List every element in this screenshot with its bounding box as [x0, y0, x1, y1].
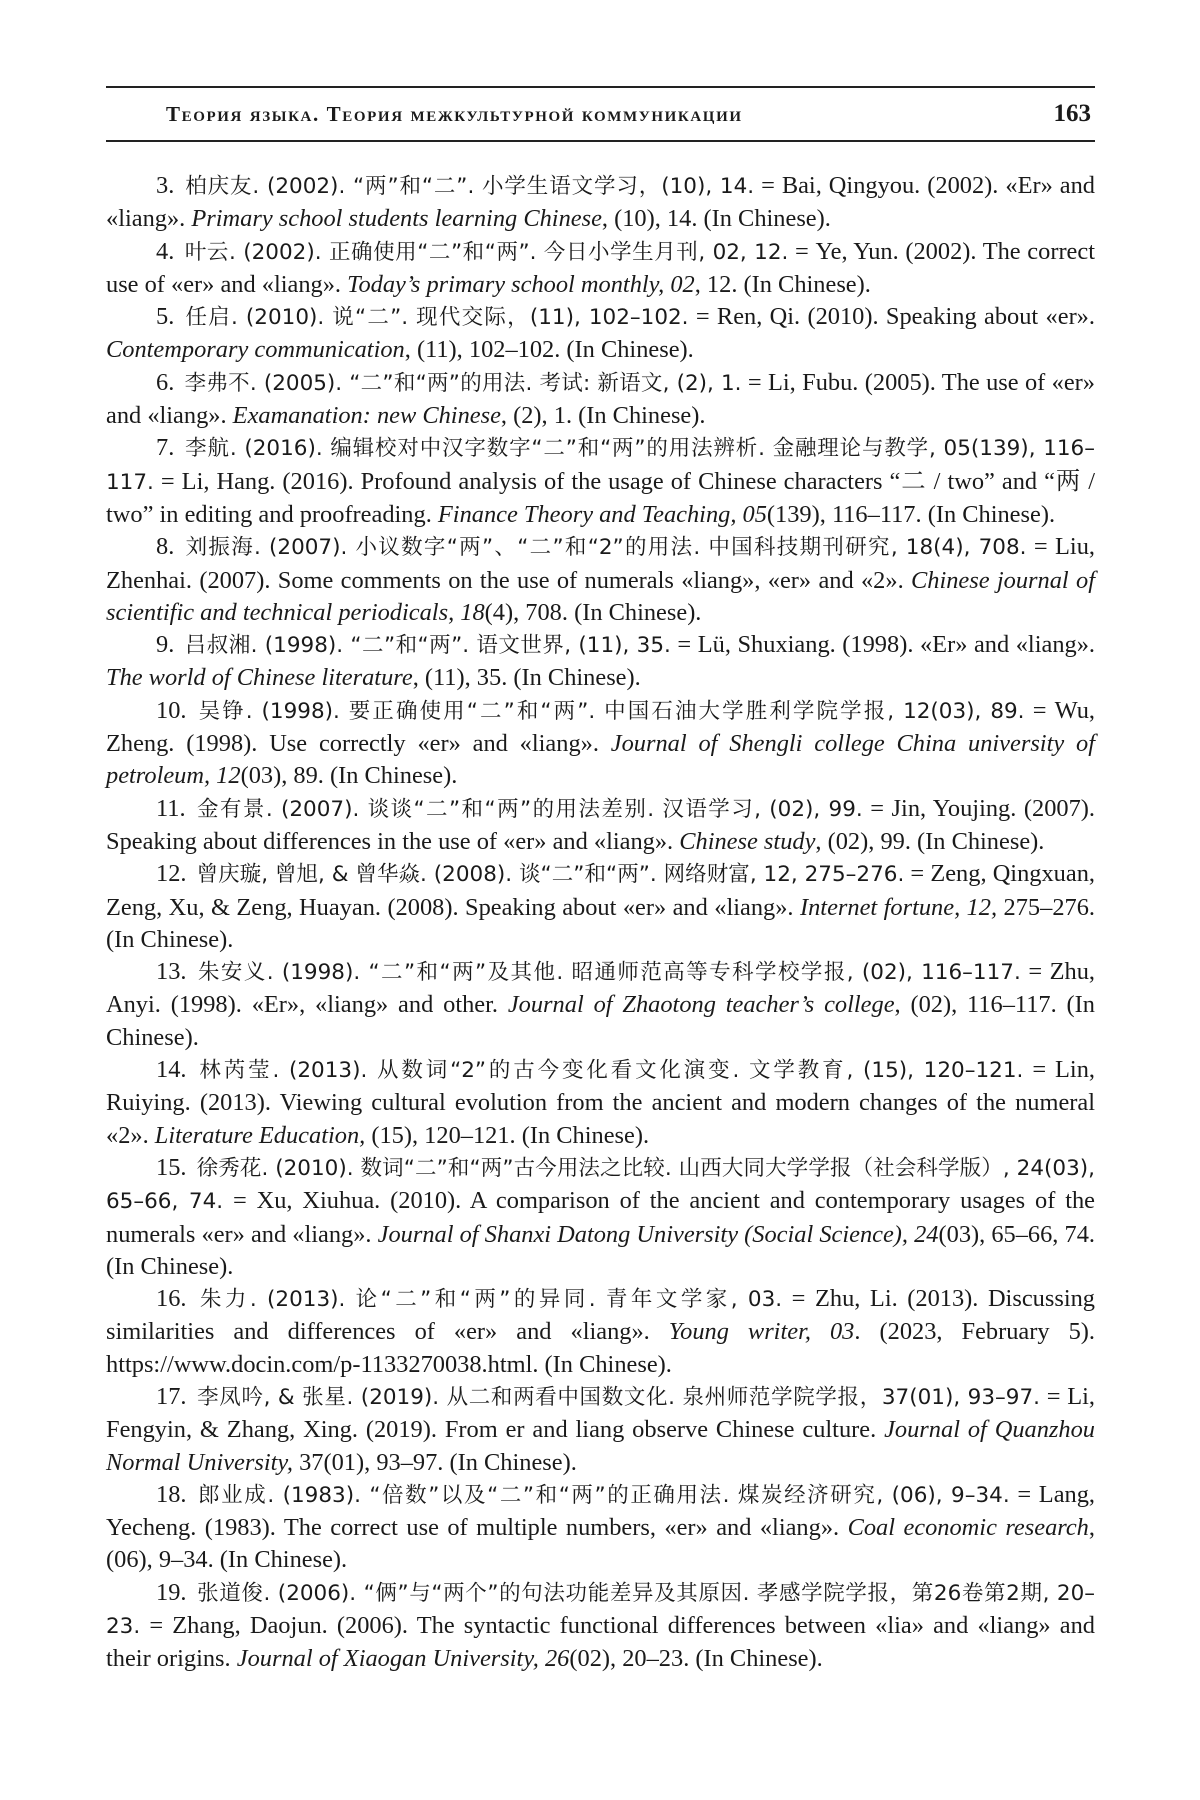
- reference-translation: = Zeng, Qingxuan, Zeng, Xu, & Zeng, Huayan. (2008). Speaking about «er» and «liang».: [106, 860, 1095, 921]
- reference-number: 13.: [156, 958, 187, 986]
- reference-entry: [106, 1381, 1095, 1479]
- reference-translation: = Xu, Xiuhua. (2010). A comparison of the ancient and contemporary usages of the numerals «er» and «liang».: [106, 1187, 1095, 1248]
- reference-entry: [106, 956, 1095, 1054]
- reference-original: 徐秀花. (2010). 数词“二”和“两”古今用法之比较. 山西大同大学学报（社会科学版）, 24(03), 65–66, 74.: [106, 1155, 1095, 1215]
- reference-translation: = Li, Fubu. (2005). The use of «er» and «liang».: [106, 368, 1095, 430]
- reference-number: 10.: [156, 696, 187, 724]
- reference-entry: [106, 695, 1095, 793]
- reference-number: 6.: [156, 368, 175, 396]
- reference-entry: [106, 1283, 1095, 1381]
- reference-number: 15.: [156, 1153, 187, 1181]
- reference-translation: = Jin, Youjing. (2007). Speaking about differences in the use of «er» and «liang».: [106, 794, 1096, 855]
- reference-number: 14.: [156, 1056, 187, 1084]
- reference-details: (15), 120–121. (In Chinese).: [365, 1121, 650, 1149]
- reference-number: 5.: [156, 303, 175, 331]
- reference-source-title: Journal of Shengli college China university of petroleum, 12: [106, 730, 1095, 790]
- reference-number: 18.: [156, 1480, 187, 1508]
- reference-translation: = Zhu, Li. (2013). Discussing similarities and differences of «er» and «liang».: [106, 1285, 1095, 1346]
- reference-original: 李航. (2016). 编辑校对中汉字数字“二”和“两”的用法辨析. 金融理论与教学, 05(139), 116–117.: [106, 436, 1095, 495]
- reference-translation: = Lin, Ruiying. (2013). Viewing cultural evolution from the ancient and modern changes of the numeral «2».: [106, 1056, 1096, 1149]
- reference-number: 8.: [156, 533, 175, 561]
- reference-translation: = Ye, Yun. (2002). The correct use of «er» and «liang».: [106, 237, 1095, 298]
- reference-translation: = Li, Fengyin, & Zhang, Xing. (2019). From er and liang observe Chinese culture.: [106, 1382, 1095, 1444]
- reference-entry: [106, 1152, 1095, 1283]
- reference-details: , (11), 102–102. (In Chinese).: [404, 336, 694, 364]
- reference-original: 叶云. (2002). 正确使用“二”和“两”. 今日小学生月刊, 02, 12.: [184, 239, 789, 265]
- reference-details: , (11), 35. (In Chinese).: [412, 664, 641, 692]
- reference-translation: = Zhu, Anyi. (1998). «Er», «liang» and other.: [106, 958, 1095, 1019]
- reference-entry: [106, 793, 1095, 859]
- reference-original: 刘振海. (2007). 小议数字“两”、“二”和“2”的用法. 中国科技期刊研究, 18(4), 708.: [184, 535, 1027, 561]
- reference-source-title: Internet fortune, 12,: [799, 893, 998, 921]
- reference-original: 张道俊. (2006). “俩”与“两个”的句法功能差异及其原因. 孝感学院学报，第26卷第2期, 20–23.: [106, 1580, 1095, 1640]
- page-number: 163: [1053, 100, 1091, 127]
- reference-original: 李凤吟, & 张星. (2019). 从二和两看中国数文化. 泉州师范学院学报，37(01), 93–97.: [196, 1384, 1040, 1410]
- reference-entry: [106, 1479, 1095, 1577]
- reference-source-title: Finance Theory and Teaching, 05: [437, 500, 767, 528]
- reference-list: [106, 170, 1095, 1676]
- reference-details: 37(01), 93–97. (In Chinese).: [293, 1448, 577, 1476]
- reference-source-title: Journal of Zhaotong teacher’s college: [507, 991, 895, 1019]
- reference-details: 275–276. (In Chinese).: [106, 893, 1096, 953]
- reference-translation: = Liu, Zhenhai. (2007). Some comments on the use of numerals «liang», «er» and «2».: [106, 533, 1096, 594]
- reference-entry: [106, 170, 1095, 236]
- reference-details: (4), 708. (In Chinese).: [484, 598, 702, 626]
- reference-number: 17.: [156, 1382, 187, 1410]
- reference-source-title: Literature Education,: [154, 1121, 366, 1149]
- reference-original: 吴铮. (1998). 要正确使用“二”和“两”. 中国石油大学胜利学院学报, 12(03), 89.: [196, 698, 1025, 724]
- reference-number: 11.: [156, 794, 186, 822]
- reference-number: 9.: [156, 631, 175, 659]
- reference-details: , (02), 99. (In Chinese).: [815, 827, 1045, 855]
- reference-entry: [106, 1054, 1095, 1152]
- running-title: Теория языка. Теория межкультурной коммуникации: [166, 101, 743, 126]
- reference-translation: = Lü, Shuxiang. (1998). «Er» and «liang».: [670, 631, 1095, 659]
- reference-translation: = Li, Hang. (2016). Profound analysis of the usage of Chinese characters “二 / two” and “两 / two” in editing and proofreading.: [106, 467, 1095, 528]
- reference-entry: [106, 432, 1095, 531]
- reference-details: , (2), 1. (In Chinese).: [500, 402, 706, 430]
- reference-original: 朱安义. (1998). “二”和“两”及其他. 昭通师范高等专科学校学报, (02), 116–117.: [196, 960, 1021, 986]
- reference-entry: [106, 531, 1095, 629]
- reference-source-title: Journal of Xiaogan University, 26: [236, 1645, 570, 1673]
- reference-number: 3.: [156, 172, 175, 199]
- reference-details: , (06), 9–34. (In Chinese).: [106, 1514, 1095, 1574]
- reference-original: 林芮莹. (2013). 从数词“2”的古今变化看文化演变. 文学教育, (15), 120–121.: [196, 1058, 1024, 1084]
- reference-source-title: Today’s primary school monthly, 02: [347, 270, 695, 298]
- reference-original: 朱力. (2013). 论“二”和“两”的异同. 青年文学家, 03.: [196, 1287, 783, 1313]
- reference-details: , (02), 116–117. (In Chinese).: [106, 991, 1095, 1051]
- reference-number: 4.: [156, 237, 175, 265]
- reference-translation: = Ren, Qi. (2010). Speaking about «er».: [688, 303, 1095, 331]
- reference-number: 12.: [156, 860, 187, 888]
- reference-source-title: Contemporary communication: [106, 336, 405, 364]
- reference-translation: = Bai, Qingyou. (2002). «Er» and «liang».: [106, 172, 1096, 233]
- reference-details: (03), 65–66, 74. (In Chinese).: [106, 1220, 1095, 1280]
- reference-source-title: Examanation: new Chinese: [232, 402, 501, 430]
- reference-original: 金有景. (2007). 谈谈“二”和“两”的用法差别. 汉语学习, (02), 99.: [195, 796, 863, 822]
- reference-original: 李弗不. (2005). “二”和“两”的用法. 考试: 新语文, (2), 1.: [184, 370, 742, 396]
- reference-details: (139), 116–117. (In Chinese).: [766, 500, 1056, 528]
- reference-entry: [106, 367, 1095, 433]
- reference-original: 柏庆友. (2002). “两”和“二”. 小学生语文学习，(10), 14.: [184, 174, 755, 199]
- reference-original: 吕叔湘. (1998). “二”和“两”. 语文世界, (11), 35.: [184, 633, 671, 659]
- reference-number: 16.: [156, 1285, 187, 1313]
- reference-entry: [106, 629, 1095, 695]
- reference-source-title: Young writer, 03: [668, 1318, 855, 1346]
- reference-original: 曾庆璇, 曾旭, & 曾华焱. (2008). 谈“二”和“两”. 网络财富, 12, 275–276.: [196, 862, 905, 888]
- reference-entry: [106, 1577, 1095, 1676]
- reference-details: (03), 89. (In Chinese).: [240, 762, 458, 790]
- reference-details: , 12. (In Chinese).: [694, 270, 871, 298]
- running-header: [106, 86, 1095, 142]
- reference-number: 19.: [156, 1578, 187, 1606]
- reference-translation: = Wu, Zheng. (1998). Use correctly «er» and «liang».: [106, 696, 1095, 758]
- reference-source-title: Journal of Shanxi Datong University (Social Science), 24: [377, 1220, 939, 1248]
- reference-details: . (2023, February 5). https://www.docin.com/p-1133270038.html. (In Chinese).: [106, 1318, 1096, 1378]
- reference-original: 任启. (2010). 说“二”. 现代交际，(11), 102–102.: [184, 305, 689, 331]
- reference-details: , (10), 14. (In Chinese).: [601, 205, 831, 233]
- reference-number: 7.: [156, 434, 175, 462]
- reference-details: (02), 20–23. (In Chinese).: [569, 1645, 823, 1673]
- reference-original: 郎业成. (1983). “倍数”以及“二”和“两”的正确用法. 煤炭经济研究, (06), 9–34.: [196, 1482, 1010, 1508]
- reference-source-title: Chinese study: [679, 827, 816, 855]
- reference-entry: [106, 858, 1095, 956]
- reference-entry: [106, 301, 1095, 367]
- page: [106, 86, 1095, 1676]
- reference-source-title: Coal economic research: [847, 1514, 1089, 1542]
- reference-source-title: Journal of Quanzhou Normal University,: [106, 1416, 1095, 1476]
- reference-translation: = Zhang, Daojun. (2006). The syntactic functional differences between «lia» and «liang» and their origins.: [106, 1612, 1095, 1673]
- reference-source-title: Chinese journal of scientific and technical periodicals, 18: [106, 566, 1095, 626]
- reference-translation: = Lang, Yecheng. (1983). The correct use of multiple numbers, «er» and «liang».: [106, 1480, 1096, 1542]
- reference-source-title: The world of Chinese literature: [106, 664, 413, 692]
- reference-source-title: Primary school students learning Chinese: [191, 205, 602, 233]
- reference-entry: [106, 236, 1095, 302]
